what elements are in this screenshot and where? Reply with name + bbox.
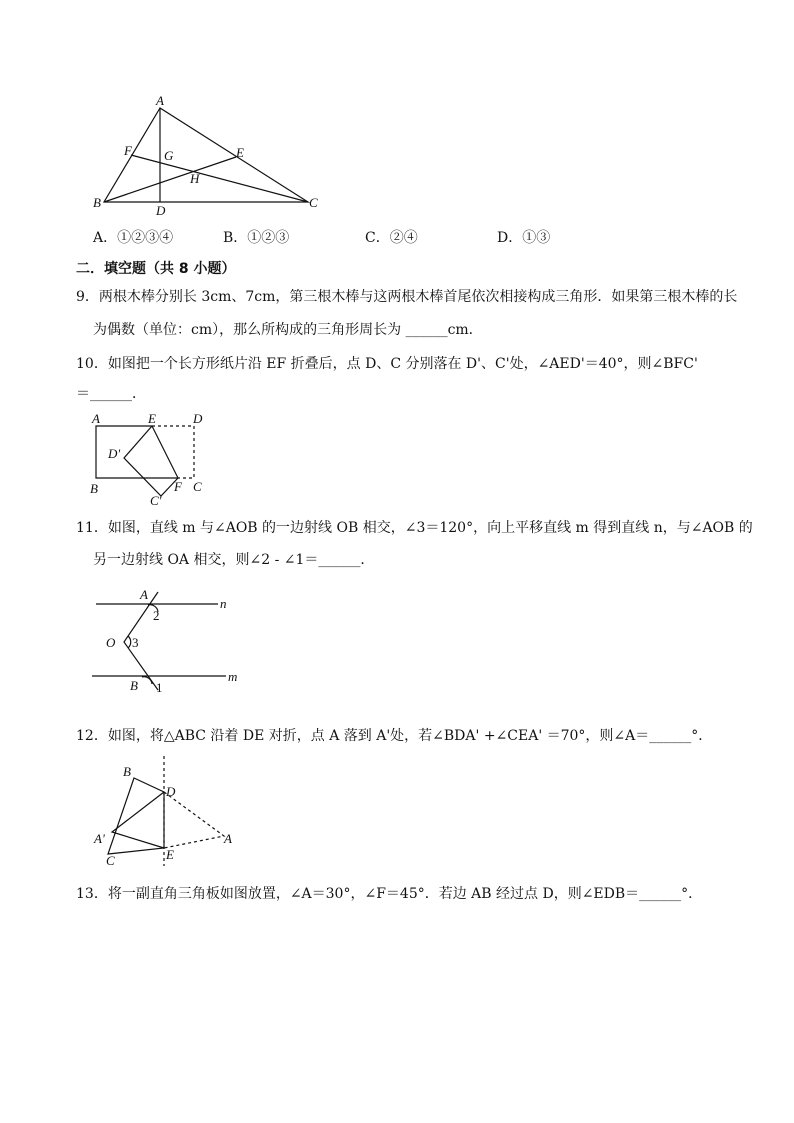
label-D: D: [156, 203, 166, 218]
label-E: E: [166, 847, 174, 862]
choice-c[interactable]: C．②④: [365, 230, 418, 246]
label-m: m: [228, 669, 238, 684]
q13-line1: 13．将一副直角三角板如图放置，∠A＝30°，∠F＝45°．若边 AB 经过点 D，则∠EDB＝______°．: [76, 886, 703, 902]
q9-line2: 为偶数（单位：cm），那么所构成的三角形周长为 ______cm．: [93, 322, 483, 338]
parallel-lines-figure-q11: [86, 584, 246, 696]
label-C-prime: C': [150, 493, 162, 508]
label-A: A: [140, 587, 148, 602]
label-F: F: [124, 143, 132, 158]
label-n: n: [220, 596, 227, 611]
section-title: 二．填空题（共 8 小题）: [76, 261, 236, 277]
label-B: B: [93, 195, 101, 210]
label-O: O: [106, 635, 116, 650]
label-C: C: [193, 479, 202, 494]
label-C: C: [106, 853, 115, 868]
label-A: A: [156, 93, 164, 108]
label-B: B: [130, 678, 138, 693]
triangle-figure-q8: [86, 94, 326, 220]
label-D-prime: D': [108, 446, 121, 461]
fold-triangle-figure-q12: [86, 754, 246, 870]
label-B: B: [90, 481, 98, 496]
label-H: H: [190, 171, 200, 186]
label-G: G: [164, 148, 174, 163]
label-A-prime: A': [94, 831, 105, 846]
q12-line1: 12．如图，将△ABC 沿着 DE 对折，点 A 落到 A'处，若∠BDA' +∠CEA' ＝70°，则∠A＝______°．: [76, 728, 713, 744]
label-A: A: [92, 411, 100, 426]
label-D: D: [193, 411, 203, 426]
label-D: D: [166, 784, 176, 799]
q10-line2: ＝______．: [76, 386, 146, 402]
choice-a[interactable]: A．①②③④: [93, 230, 174, 246]
label-A: A: [224, 831, 232, 846]
q10-line1: 10．如图把一个长方形纸片沿 EF 折叠后，点 D、C 分别落在 D'、C'处，∠AED'＝40°，则∠BFC': [76, 356, 698, 372]
label-E: E: [148, 411, 156, 426]
label-B: B: [123, 764, 131, 779]
fold-figure-q10: [86, 408, 216, 508]
q11-line2: 另一边射线 OA 相交，则∠2 - ∠1＝______．: [93, 552, 375, 568]
choice-d[interactable]: D．①③: [497, 230, 551, 246]
label-C: C: [309, 195, 318, 210]
choice-b[interactable]: B．①②③: [223, 230, 290, 246]
label-2: 2: [153, 608, 160, 623]
q11-line1: 11．如图，直线 m 与∠AOB 的一边射线 OB 相交，∠3＝120°，向上平移直线 m 得到直线 n，与∠AOB 的: [76, 520, 753, 536]
label-1: 1: [156, 680, 163, 695]
label-E: E: [236, 145, 244, 160]
label-F: F: [174, 479, 182, 494]
label-3: 3: [132, 635, 139, 650]
q9-line1: 9．两根木棒分别长 3cm、7cm，第三根木棒与这两根木棒首尾依次相接构成三角形．如果第三根木棒的长: [76, 289, 738, 305]
